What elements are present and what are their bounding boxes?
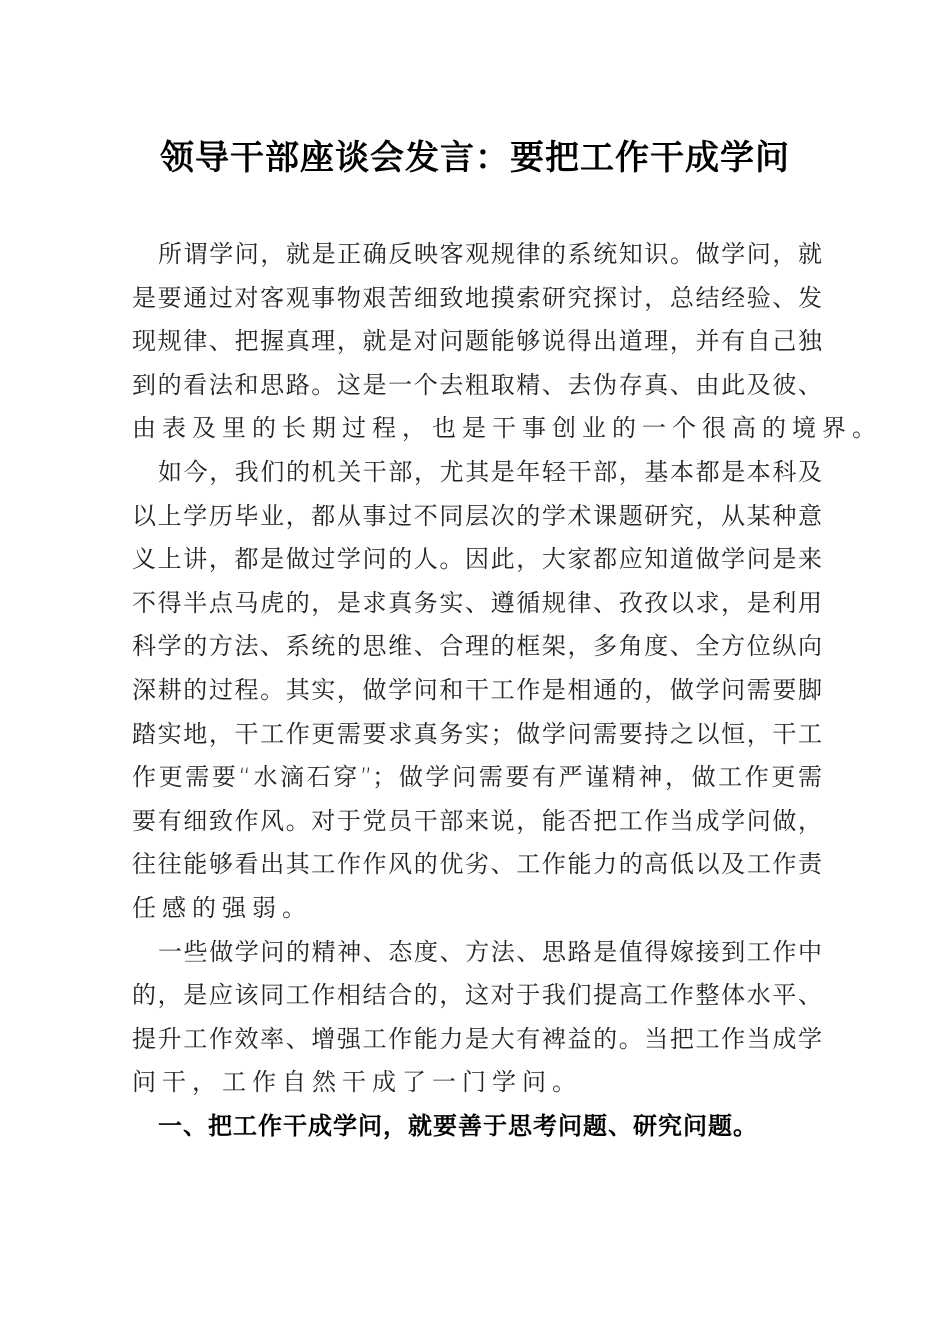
text-line: 踏实地，干工作更需要求真务实；做学问需要持之以恒，干工 (132, 719, 822, 748)
text-line: 科学的方法、系统的思维、合理的框架，多角度、全方位纵向 (132, 632, 822, 661)
text-line: 一些做学问的精神、态度、方法、思路是值得嫁接到工作中 (158, 937, 822, 966)
text-line: 是要通过对客观事物艰苦细致地摸索研究探讨，总结经验、发 (132, 283, 822, 312)
text-line: 深耕的过程。其实，做学问和干工作是相通的，做学问需要脚 (132, 675, 822, 704)
text-line: 以上学历毕业，都从事过不同层次的学术课题研究，从某种意 (132, 501, 822, 530)
text-line: 要有细致作风。对于党员干部来说，能否把工作当成学问做， (132, 806, 822, 835)
text-line: 任感的强弱。 (132, 893, 312, 922)
text-line: 提升工作效率、增强工作能力是大有裨益的。当把工作当成学 (132, 1024, 822, 1053)
text-line: 所谓学问，就是正确反映客观规律的系统知识。做学问，就 (158, 240, 822, 268)
text-line: 义上讲，都是做过学问的人。因此，大家都应知道做学问是来 (132, 545, 822, 574)
section-heading: 一、把工作干成学问，就要善于思考问题、研究问题。 (158, 1111, 758, 1140)
text-line: 由表及里的长期过程，也是干事创业的一个很高的境界。 (132, 414, 882, 443)
text-line: 作更需要“水滴石穿”；做学问需要有严谨精神，做工作更需 (132, 763, 822, 792)
document-body (132, 233, 882, 1148)
text-line: 现规律、把握真理，就是对问题能够说得出道理，并有自己独 (132, 327, 822, 356)
paragraph-3 (132, 931, 822, 1105)
text-line: 往往能够看出其工作作风的优劣、工作能力的高低以及工作责 (132, 850, 822, 879)
text-line: 问干，工作自然干成了一门学问。 (132, 1068, 582, 1097)
paragraph-1 (132, 233, 882, 451)
text-line: 不得半点马虎的，是求真务实、遵循规律、孜孜以求，是利用 (132, 588, 822, 617)
text-line: 到的看法和思路。这是一个去粗取精、去伪存真、由此及彼、 (132, 370, 822, 399)
text-line: 的，是应该同工作相结合的，这对于我们提高工作整体水平、 (132, 981, 822, 1010)
paragraph-2 (132, 451, 822, 931)
document-title: 领导干部座谈会发言：要把工作干成学问 (160, 138, 790, 178)
text-line: 如今，我们的机关干部，尤其是年轻干部，基本都是本科及 (158, 457, 822, 486)
